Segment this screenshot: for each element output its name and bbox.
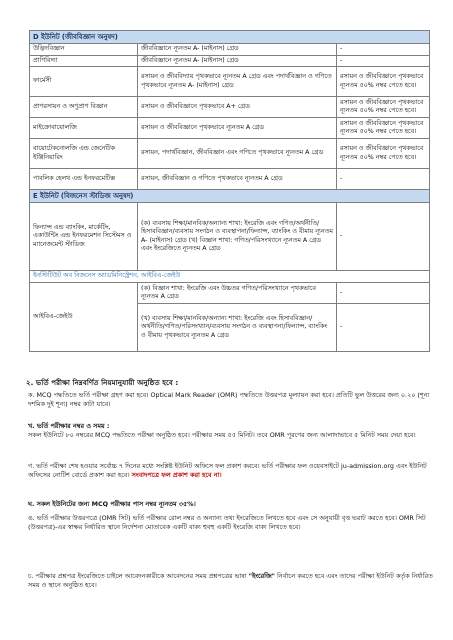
note-kha-title: খ. ভর্তি পরীক্ষার নম্বর ও সময় : <box>28 422 110 430</box>
requirement-cell: জীববিজ্ঞানে ন্যূনতম A- (মাইনাস) গ্রেড <box>138 44 337 56</box>
table-row <box>30 283 430 304</box>
requirement-cell: রসায়ন ও জীববিজ্ঞানে পৃথকভাবে ন্যূনতম A গ্রেড <box>138 118 337 139</box>
dept-cell: ফিন্যান্স এন্ড ব্যাংকিং, মার্কেটিং, একাউন্টিং এন্ড ইনফরমেশন সিস্টেমস ও ম্যানেজমেন্ট স্টাডিজ <box>30 203 138 271</box>
dept-cell: আইবিএ-জেইউ <box>30 283 138 352</box>
requirement-cell: (খ) ব্যবসায় শিক্ষা/মানবিক/অন্যান্য শাখা: ইংরেজি এবং হিসাববিজ্ঞান/অর্থনীতি/গণিত/পরিসংখ্যান/ব্যবসায় সংগঠন ও ব্যবস্থাপনা/ফিন্যান্স, ব্যাংকিং ও বীমায় পৃথকভাবে ন্যূনতম A গ্রেড <box>138 304 337 352</box>
note-kha-body: সকল ইউনিটে ৮০ নম্বরের MCQ পদ্ধতিতে পরীক্ষা অনুষ্ঠিত হবে। পরীক্ষার সময় ৫৫ মিনিট। তবে OMR পূরণের জন্য আলাদাভাবে ৫ মিনিট সময় দেয়া হবে। <box>28 431 416 440</box>
requirement-cell: জীববিজ্ঞানে ন্যূনতম A- (মাইনাস) গ্রেড <box>138 55 337 67</box>
note-cha-tail: নির্বাচন করতে হবে এবং তাদের পরীক্ষা ইউনিট কর্তৃক নির্ধারিত সময় ও স্থানে অনুষ্ঠিত হবে। <box>28 572 433 590</box>
extra-cell: - <box>337 203 430 271</box>
dept-cell: প্রাণিবিদ্যা <box>30 55 138 67</box>
extra-cell: - <box>337 304 430 352</box>
requirement-cell: রসায়ন ও জীববিজ্ঞানে পৃথকভাবে A+ গ্রেড <box>138 97 337 118</box>
dept-cell: মাইক্রোবায়োলজি <box>30 118 138 139</box>
e-unit-header: E ইউনিট (বিজনেস স্টাডিজ অনুষদ) <box>30 190 430 203</box>
table-row <box>30 44 430 56</box>
table-row <box>30 97 430 118</box>
requirement-cell: রসায়ন, পদার্থবিজ্ঞান, জীববিজ্ঞান এবং গণিতে পৃথকভাবে ন্যূনতম A গ্রেড <box>138 139 337 169</box>
requirement-cell: (ক) ব্যবসায় শিক্ষা/মানবিক/অন্যান্য শাখা: ইংরেজি এবং গণিত/অর্থনীতি/হিসাববিজ্ঞান/ব্যবসায় সংগঠন ও ব্যবস্থাপনা/ফিন্যান্স, ব্যাংকিং ও বীমায় ন্যূনতম A- (মাইনাস) গ্রেড (খ) বিজ্ঞান শাখা: গণিত/পরিসংখ্যানে ন্যূনতম A গ্রেড এবং ইংরেজিতে ন্যূনতম A গ্রেড <box>138 203 337 271</box>
note-ga <box>28 462 438 481</box>
table-row <box>30 67 430 97</box>
requirement-cell: (ক) বিজ্ঞান শাখা: ইংরেজি এবং উচ্চতর গণিত/পরিসংখ্যানে পৃথকভাবে ন্যূনতম A গ্রেড <box>138 283 337 304</box>
extra-cell: - <box>337 169 430 190</box>
table-row <box>30 139 430 169</box>
extra-cell: - <box>337 44 430 56</box>
d-unit-header: D ইউনিট (জীববিজ্ঞান অনুষদ) <box>30 31 430 44</box>
section-heading: ২. ভর্তি পরীক্ষা নিম্নবর্ণিত নিয়মানুযায়ী অনুষ্ঠিত হবে : <box>26 378 179 387</box>
note-cha-text: চ. পরীক্ষার প্রশ্নপত্র ইংরেজিতে চাইলে আবেদনকারীকে আবেদনের সময় প্রশ্নপত্রের ভাষা <box>28 572 247 580</box>
dept-cell: প্রাণরসায়ন ও অণুপ্রাণ বিজ্ঞান <box>30 97 138 118</box>
requirements-table <box>29 30 430 352</box>
note-kha <box>28 422 438 441</box>
note-gha: ঘ. সকল ইউনিটের জন্য MCQ পরীক্ষার পাস নম্বর ন্যূনতম ৩৫%। <box>28 500 196 508</box>
requirement-cell: রসায়ন ও জীববিদ্যায় পৃথকভাবে ন্যূনতম A গ্রেড এবং পদার্থবিজ্ঞান ও গণিতে পৃথকভাবে ন্যূনতম A- (মাইনাস) গ্রেড <box>138 67 337 97</box>
extra-cell: রসায়ন ও জীববিজ্ঞানে পৃথকভাবে ন্যূনতম ৫০% নম্বর পেতে হবে। <box>337 67 430 97</box>
table-row <box>30 169 430 190</box>
note-ka: ক. MCQ পদ্ধতিতে ভর্তি পরীক্ষা গ্রহণ করা হবে। Optical Mark Reader (OMR) পদ্ধতিতে উত্তরপত্র মূল্যায়ন করা হবে। প্রতিটি ভুল উত্তরের জন্য ০.২০ (শূন্য দশমিক দুই শূন্য) নম্বর কাটা যাবে। <box>28 391 430 409</box>
dept-cell: ফার্মেসী <box>30 67 138 97</box>
extra-cell: রসায়ন ও জীববিজ্ঞানে পৃথকভাবে ন্যূনতম ৫০% নম্বর পেতে হবে। <box>337 118 430 139</box>
dept-cell: পাবলিক হেলথ এন্ড ইনফরমেটিক্স <box>30 169 138 190</box>
note-cha <box>28 572 438 591</box>
extra-cell: রসায়ন ও জীববিজ্ঞানে পৃথকভাবে ন্যূনতম ৫০% নম্বর পেতে হবে। <box>337 97 430 118</box>
table-row <box>30 55 430 67</box>
extra-cell: - <box>337 55 430 67</box>
table-row <box>30 118 430 139</box>
requirement-cell: রসায়ন, জীববিজ্ঞান ও গণিতে পৃথকভাবে ন্যূনতম A গ্রেড <box>138 169 337 190</box>
note-uma: ঙ. ভর্তি পরীক্ষার উত্তরপত্রে (OMR সিট) ভর্তি পরীক্ষার রোল নম্বর ও অন্যান্য তথ্য ইংরেজিতে লিখতে হবে এবং সে অনুযায়ী বৃত্ত ভরাট করতে হবে। OMR সিট (উত্তরপত্র)-এর স্বাক্ষর নির্ধারিত স্থানে নির্দেশনা মোতাবেক একটি বাক্য হুবহু একটি ইংরেজি বাক্য লিখতে হবে। <box>28 514 426 532</box>
iba-header: ইনস্টিটিউট অব বিজনেস অ্যাডমিনিস্ট্রেশন, আইবিএ-জেইউ <box>30 271 430 283</box>
dept-cell: উদ্ভিদবিজ্ঞান <box>30 44 138 56</box>
dept-cell: বায়োটেকনোলজি এন্ড জেনেটিক ইঞ্জিনিয়ারিং <box>30 139 138 169</box>
note-ga-text: গ. ভর্তি পরীক্ষা শেষ হওয়ার সর্বোচ্চ ৭ দিনের মধ্যে সংশ্লিষ্ট ইউনিট অফিসে ফল প্রকাশ করবে। ভর্তি পরীক্ষার ফল ওয়েবসাইটে ju-admission.org এবং ইউনিট অফিসের নোটিশ বোর্ডে প্রকাশ করা হবে। <box>28 462 427 480</box>
note-ga-highlight: সংবাদপত্রে ফল প্রকাশ করা হবে না। <box>131 471 222 480</box>
extra-cell: রসায়ন ও জীববিজ্ঞানে পৃথকভাবে ন্যূনতম ৫০% নম্বর পেতে হবে। <box>337 139 430 169</box>
note-cha-language: "ইংরেজি" <box>248 572 275 580</box>
table-row <box>30 203 430 271</box>
extra-cell: - <box>337 283 430 304</box>
